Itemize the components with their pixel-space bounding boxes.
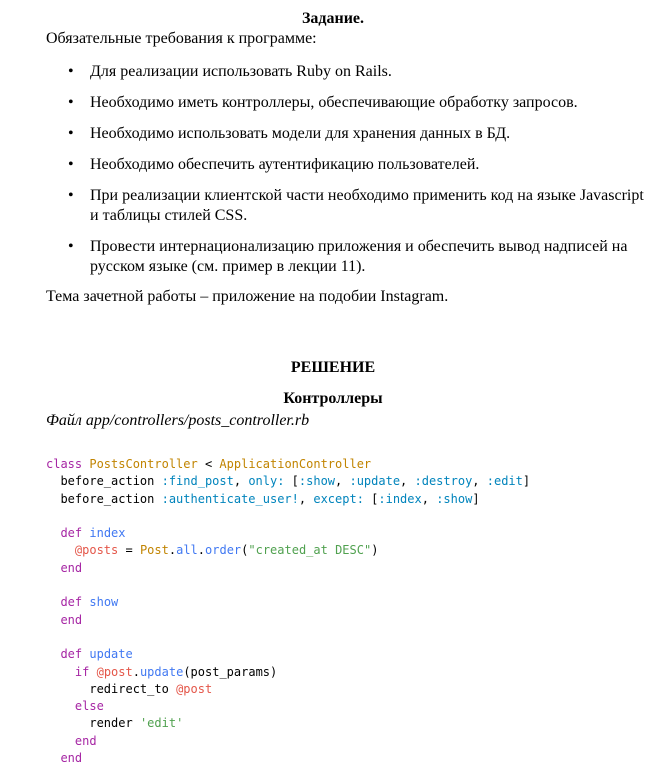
list-item: • Необходимо иметь контроллеры, обеспечивающие обработку запросов. — [68, 94, 578, 111]
code-block: class PostsController < ApplicationController before_action :find_post, only: [:show, :update, :destroy, :edit] before_action :authenticate_user!, except: [:index, :show] def index @posts = Post.all.order("created_at DESC") end def show end def update if @post.update(post_params) redirect_to @post else render 'edit' end end — [46, 457, 531, 766]
list-item: • При реализации клиентской части необходимо применить код на языке Javascript и таблицы стилей CSS. — [68, 187, 644, 224]
list-item: • Провести интернационализацию приложения и обеспечить вывод надписей на русском языке (см. пример в лекции 11). — [68, 238, 628, 275]
list-item: • Необходимо использовать модели для хранения данных в БД. — [68, 125, 511, 142]
requirements-intro: Обязательные требования к программе: — [46, 30, 317, 47]
file-label: Файл app/controllers/posts_controller.rb — [46, 412, 310, 429]
list-item: • Необходимо обеспечить аутентификацию пользователей. — [68, 156, 480, 173]
controllers-subheading: Контроллеры — [283, 390, 383, 407]
solution-heading: РЕШЕНИЕ — [290, 359, 376, 376]
work-theme: Тема зачетной работы – приложение на подобии Instagram. — [46, 288, 449, 305]
list-item: • Для реализации использовать Ruby on Rails. — [68, 63, 392, 80]
task-heading: Задание. — [301, 10, 365, 27]
